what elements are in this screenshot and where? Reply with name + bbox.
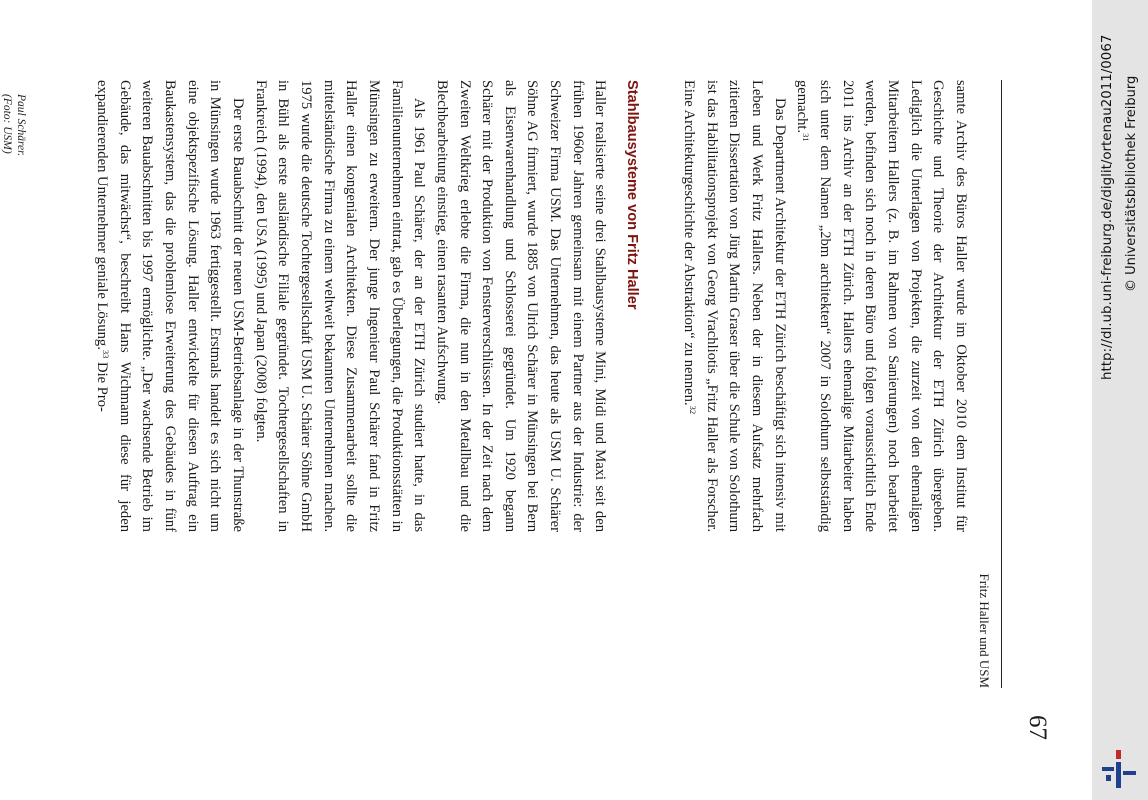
schaerer-paragraph: Als 1961 Paul Schärer, der an der ETH Zürich studiert hatte, in das Familienunternehmen eintrat, gab es Überlegungen, die Produktionsstätten in Münsingen zu erweitern. Der junge Ingenieur Paul Schärer fand in Fritz Haller einen kongenialen Architekten. Diese Zusammenarbeit sollte die mittelständische Firma zu einem weltweit bekannten Unternehmen machen. 1975 wurde die deutsche Tochtergesellschaft USM U. Schärer Söhne GmbH in Bühl als erste ausländische Filiale gegründet. Tochtergesellschaften in Frankreich (1994), den USA (1995) und Japan (2008) folgten. bbox=[252, 80, 428, 532]
steel-systems-paragraph: Haller realisierte seine drei Stahlbausysteme Mini, Midi und Maxi seit den frühen 1960er Jahren gemeinsam mit einem Partner aus der Industrie: der Schweizer Firma USM. Das Unternehmen, das heute als USM U. Schärer Söhne AG firmiert, wurde 1885 von Ulrich Schärer in Münsingen bei Bern als Eisenwarenhandlung und Schlosserei gegründet. Um 1920 begann Schärer mit der Produktion von Fensterverschlüssen. In der Zeit nach dem Zweiten Weltkrieg erlebte die Firma, die nun in den Metallbau und die Blechbearbeitung einstieg, einen rasanten Aufschwung. bbox=[433, 80, 609, 532]
intro-paragraph-text: samte Archiv des Büros Haller wurde im Oktober 2010 dem Institut für Geschichte und Theorie der Architektur der ETH Zürich übergeben. Lediglich die Unterlagen von Projekten, die zurzeit von den ehemaligen Mitarbeitern Hallers (z. B. im Rahmen von Sanierungen) noch bearbeitet werden, befinden sich noch in deren Büro und folgen voraussichtlich Ende 2011 ins Archiv an der ETH Zürich. Hallers ehemalige Mitarbeiter haben sich unter dem Namen „2bm architekten“ 2007 in Solothurn selbstständig gemacht. bbox=[794, 80, 969, 532]
section-heading bbox=[621, 80, 643, 532]
intro-paragraph bbox=[791, 80, 972, 532]
page-number: 67 bbox=[1024, 715, 1051, 740]
plant-paragraph-tail: Die Pro- bbox=[94, 358, 111, 412]
department-paragraph bbox=[677, 80, 790, 532]
citation-url[interactable]: http://dl.ub.uni-freiburg.de/diglit/ortenau2011/0067 bbox=[1100, 34, 1115, 380]
library-logo-icon bbox=[1098, 748, 1140, 790]
footnote-ref-31: 31 bbox=[801, 133, 812, 142]
photo-caption-name: Paul Schärer. bbox=[15, 94, 27, 157]
footnote-ref-33: 33 bbox=[101, 349, 112, 359]
footnote-ref-32: 32 bbox=[688, 405, 699, 415]
library-credit: © Universitätsbibliothek Freiburg bbox=[1124, 75, 1139, 292]
header-rule bbox=[1001, 80, 1002, 688]
plant-paragraph bbox=[90, 80, 249, 532]
photo-caption bbox=[0, 94, 27, 156]
running-head: Fritz Haller und USM bbox=[977, 573, 992, 688]
main-text-column bbox=[90, 80, 972, 532]
plant-paragraph-text: Der erste Bauabschnitt der neuen USM-Betriebsanlage in der Thunstraße in Münsingen wurde 1963 fertiggestellt. Erstmals handelt es sich nicht um eine objektspezifische Lösung. Haller entwickelte für diesen Auftrag ein Baukastensystem, das die problemlose Erweiterung des Gebäudes in fünf weiteren Bauabschnitten bis 1997 ermöglichte. „Der wachsende Betrieb im Gebäude, das mitwächst“, beschreibt Hans Wichmann diese für jeden expandierenden Unternehmer geniale Lösung. bbox=[94, 80, 246, 532]
department-paragraph-text: Das Department Architektur der ETH Zürich beschäftigt sich intensiv mit Leben und Werk Fritz Hallers. Neben der in diesem Aufsatz mehrfach zitierten Dissertation von Jürg Martin Graser über die Schule von Solothurn ist das Habilitationsprojekt von Georg Vrachliotis „Fritz Haller als Forscher. Eine Architekturgeschichte der Abstraktion“ zu nennen. bbox=[681, 80, 788, 532]
photo-caption-credit: (Foto: USM) bbox=[1, 94, 14, 154]
section-heading-text: Stahlbausysteme von Fritz Haller bbox=[624, 80, 641, 310]
